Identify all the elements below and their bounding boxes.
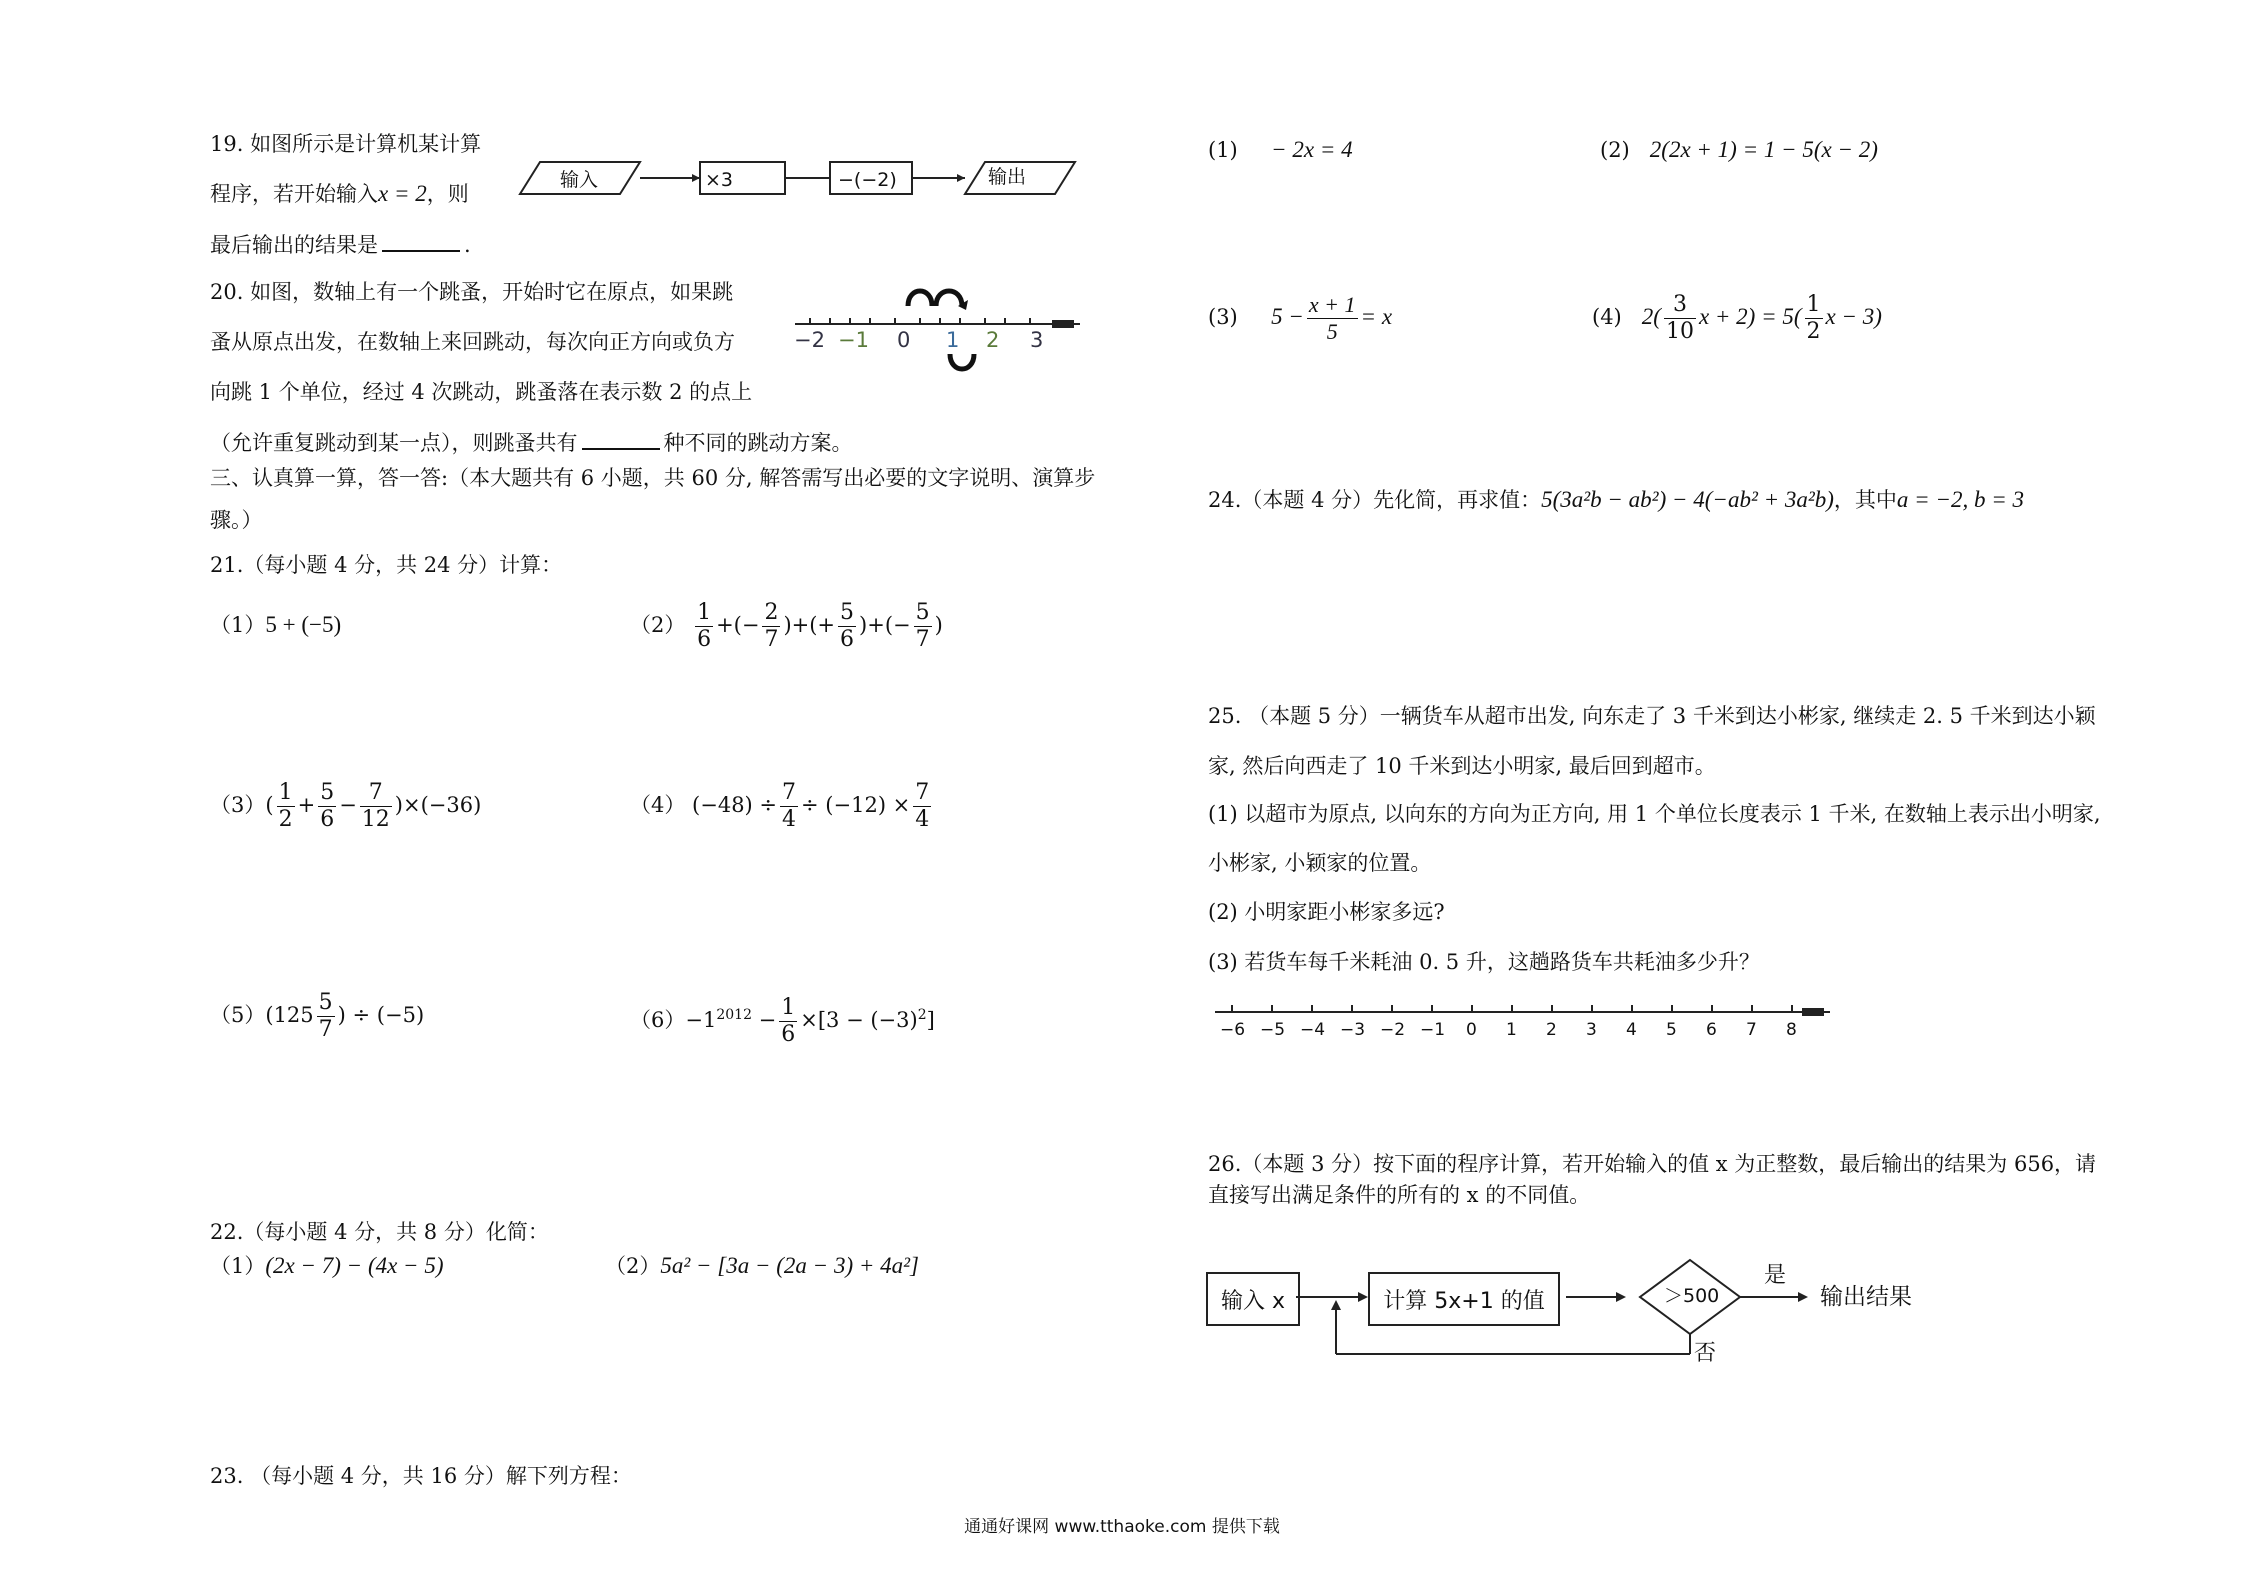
q19-line2: 程序，若开始输入x = 2，则 — [210, 181, 469, 206]
tick-label: −4 — [1300, 1020, 1326, 1040]
q21-part4: （4） (−48) ÷ $\frac{7}{4}$ ÷ (−12) × $\frac{7}{4}$ — [630, 780, 930, 832]
tick-label: 5 — [1666, 1020, 1677, 1040]
q21-part6: $(6)-1^{2012}$ − $\frac{1}{6}$ $\times[3 - (-3)^2]$ — [630, 995, 935, 1047]
tick-label: 0 — [1466, 1020, 1477, 1040]
flow-input-label: 输入 — [560, 169, 599, 191]
jump-arc-icon — [936, 291, 962, 306]
q26-line2: 直接写出满足条件的所有的 x 的不同值。 — [1208, 1183, 1591, 1207]
flow-times3-label: ×3 — [705, 169, 734, 191]
tick-label: −5 — [1260, 1020, 1286, 1040]
sec3-line2: 骤。） — [210, 508, 263, 532]
tick-label: 2 — [986, 328, 1000, 352]
flow-output-label: 输出 — [988, 166, 1027, 188]
tick-label: 1 — [946, 328, 960, 352]
tick-label: 7 — [1746, 1020, 1757, 1040]
answer-blank — [582, 428, 660, 450]
q23-part3: (3) 5 − $\frac{x + 1}{5}$ = x — [1208, 292, 1393, 344]
q22-title: 22.（每小题 4 分，共 8 分）化简： — [210, 1220, 549, 1244]
tick-label: −3 — [1340, 1020, 1366, 1040]
q20-line4: （允许重复跳动到某一点），则跳蚤共有 种不同的跳动方案。 — [210, 428, 853, 457]
q23-title: 23. （每小题 4 分，共 16 分）解下列方程： — [210, 1464, 632, 1488]
tick-label: 1 — [1506, 1020, 1517, 1040]
q21-part1: （1）5 + (−5) — [210, 612, 342, 637]
tick-label: 6 — [1706, 1020, 1717, 1040]
q25-line1: 25. （本题 5 分）一辆货车从超市出发, 向东走了 3 千米到达小彬家, 继续走 2. 5 千米到达小颖 — [1208, 704, 2096, 728]
tick-label: −2 — [794, 328, 825, 352]
q25-line2: 家, 然后向西走了 10 千米到达小明家, 最后回到超市。 — [1208, 754, 1716, 778]
tick-label: −1 — [1420, 1020, 1446, 1040]
jump-arc-icon — [908, 291, 932, 306]
q22-part2: （2）5a² − [3a − (2a − 3) + 4a²] — [605, 1253, 919, 1278]
tick-label: 8 — [1786, 1020, 1797, 1040]
q25-line6: (3) 若货车每千米耗油 0. 5 升，这趟路货车共耗油多少升？ — [1208, 950, 1760, 974]
tick-label: −2 — [1380, 1020, 1406, 1040]
answer-blank — [382, 230, 460, 252]
q22-part1: （1）(2x − 7) − (4x − 5) — [210, 1253, 444, 1278]
tick-label: 4 — [1626, 1020, 1637, 1040]
flow-yes-label: 是 — [1764, 1263, 1787, 1288]
q25-line5: (2) 小明家距小彬家多远? — [1208, 900, 1445, 924]
q26-line1: 26.（本题 3 分）按下面的程序计算，若开始输入的值 x 为正整数，最后输出的结果为 656，请 — [1208, 1152, 2097, 1176]
q25-line4: 小彬家, 小颖家的位置。 — [1208, 851, 1432, 875]
q23-part1: (1) − 2x = 4 — [1208, 137, 1353, 162]
q19-line3: 最后输出的结果是 . — [210, 230, 471, 259]
tick-label: 0 — [897, 328, 911, 352]
q20-line1: 20. 如图，数轴上有一个跳蚤，开始时它在原点，如果跳 — [210, 280, 734, 304]
q25-line3: (1) 以超市为原点, 以向东的方向为正方向, 用 1 个单位长度表示 1 千米, 在数轴上表示出小明家, — [1208, 802, 2101, 826]
q21-part5: （5）(125 $\frac{5}{7}$ ) ÷ (−5) — [210, 990, 425, 1042]
flow-input-box: 输入 x — [1206, 1272, 1300, 1326]
sec3-line1: 三、认真算一算，答一答:（本大题共有 6 小题，共 60 分, 解答需写出必要的文字说明、演算步 — [210, 466, 1096, 490]
tick-label: 3 — [1586, 1020, 1597, 1040]
flow-output-label: 输出结果 — [1820, 1284, 1912, 1310]
flow-cond-label: ＞500 — [1664, 1285, 1720, 1307]
q20-line3: 向跳 1 个单位，经过 4 次跳动，跳蚤落在表示数 2 的点上 — [210, 380, 753, 404]
q21-part3: （3）( $\frac{1}{2}$ + $\frac{5}{6}$ − $\frac{7}{12}$ )×(−36) — [210, 780, 482, 832]
tick-label: −1 — [838, 328, 869, 352]
flow-minus-label: −(−2) — [838, 169, 897, 191]
q23-part2: (2) 2(2x + 1) = 1 − 5(x − 2) — [1600, 137, 1878, 162]
tick-label: 3 — [1030, 328, 1044, 352]
q21-part2: （2） $\frac{1}{6}$ +(− $\frac{2}{7}$ )+(+ $\frac{5}{6}$ )+(− $\frac{5}{7}$ ) — [630, 600, 943, 652]
flow-no-label: 否 — [1694, 1341, 1717, 1366]
tick-label: −6 — [1220, 1020, 1246, 1040]
flow-calc-box: 计算 5x+1 的值 — [1368, 1272, 1560, 1326]
flea-number-line — [790, 280, 1090, 380]
q21-title: 21.（每小题 4 分，共 24 分）计算： — [210, 553, 563, 577]
q23-part4: (4) 2( $\frac{3}{10}$ x + 2) = 5( $\frac{1}{2}$ x − 3) — [1592, 292, 1882, 344]
jump-arc-icon — [950, 354, 974, 369]
tick-label: 2 — [1546, 1020, 1557, 1040]
footer-credit: 通通好课网 www.tthaoke.com 提供下载 — [964, 1517, 1280, 1537]
q19-line1: 19. 如图所示是计算机某计算 — [210, 132, 482, 156]
q20-line2: 蚤从原点出发，在数轴上来回跳动，每次向正方向或负方 — [210, 330, 735, 354]
question-24: 24.（本题 4 分）先化简，再求值：5(3a²b − ab²) − 4(−ab² + 3a²b)，其中a = −2, b = 3 — [1208, 487, 2024, 512]
